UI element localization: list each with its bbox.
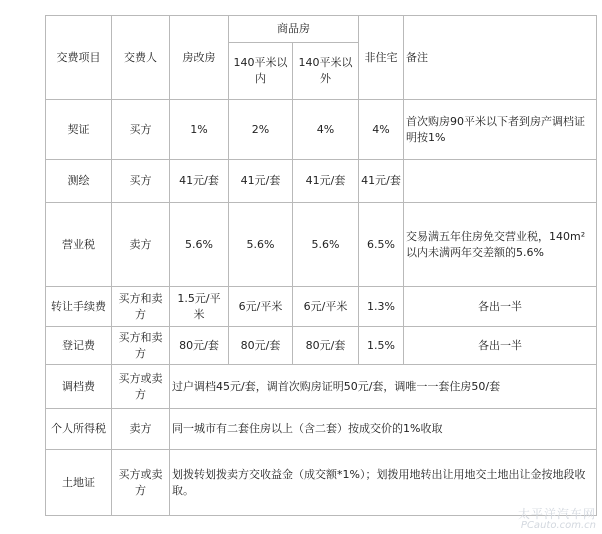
row-item: 登记费 (46, 327, 112, 365)
row-remark (404, 160, 597, 203)
row-over140: 4% (293, 100, 359, 160)
row-under140: 6元/平米 (229, 287, 293, 327)
table-row (46, 203, 597, 287)
row-non-res: 1.3% (359, 287, 404, 327)
table-row (46, 100, 597, 160)
row-payer: 买方或卖方 (112, 365, 170, 409)
row-under140: 80元/套 (229, 327, 293, 365)
row-reform: 1.5元/平米 (170, 287, 229, 327)
watermark-en: PCauto.com.cn (520, 520, 596, 531)
table-row (46, 287, 597, 327)
row-remark: 各出一半 (404, 327, 597, 365)
row-remark: 交易满五年住房免交营业税，140m²以内未满两年交差额的5.6% (404, 203, 597, 287)
header-item: 交费项目 (46, 16, 112, 100)
row-under140: 5.6% (229, 203, 293, 287)
row-payer: 买方 (112, 160, 170, 203)
row-item: 个人所得税 (46, 409, 112, 450)
row-item: 调档费 (46, 365, 112, 409)
header-row (46, 16, 597, 43)
table-row (46, 327, 597, 365)
table-row (46, 365, 597, 409)
row-non-res: 41元/套 (359, 160, 404, 203)
watermark-cn: 太平洋汽车网 (517, 507, 596, 521)
row-payer: 买方或卖方 (112, 450, 170, 516)
row-non-res: 1.5% (359, 327, 404, 365)
row-remark: 各出一半 (404, 287, 597, 327)
fee-table (45, 15, 597, 516)
row-over140: 6元/平米 (293, 287, 359, 327)
table-row (46, 409, 597, 450)
row-item: 契证 (46, 100, 112, 160)
row-reform: 1% (170, 100, 229, 160)
row-payer: 卖方 (112, 203, 170, 287)
row-payer: 买方和卖方 (112, 287, 170, 327)
row-remark: 首次购房90平米以下者到房产调档证明按1% (404, 100, 597, 160)
header-under-140: 140平米以内 (229, 43, 293, 100)
header-non-residential: 非住宅 (359, 16, 404, 100)
row-description: 过户调档45元/套，调首次购房证明50元/套，调唯一一套住房50/套 (170, 365, 597, 409)
header-remarks: 备注 (404, 16, 597, 100)
row-payer: 买方 (112, 100, 170, 160)
header-payer: 交费人 (112, 16, 170, 100)
row-item: 土地证 (46, 450, 112, 516)
row-reform: 5.6% (170, 203, 229, 287)
row-payer: 卖方 (112, 409, 170, 450)
row-over140: 5.6% (293, 203, 359, 287)
table-row (46, 160, 597, 203)
watermark (518, 508, 596, 532)
row-over140: 41元/套 (293, 160, 359, 203)
row-payer: 买方和卖方 (112, 327, 170, 365)
row-item: 转让手续费 (46, 287, 112, 327)
row-non-res: 6.5% (359, 203, 404, 287)
row-over140: 80元/套 (293, 327, 359, 365)
row-description: 划拨转划拨卖方交收益金（成交额*1%）；划拨用地转出让用地交土地出让金按地段收取。 (170, 450, 597, 516)
row-item: 测绘 (46, 160, 112, 203)
header-over-140: 140平米以外 (293, 43, 359, 100)
row-reform: 41元/套 (170, 160, 229, 203)
row-non-res: 4% (359, 100, 404, 160)
row-description: 同一城市有二套住房以上（含二套）按成交价的1%收取 (170, 409, 597, 450)
row-reform: 80元/套 (170, 327, 229, 365)
header-commercial: 商品房 (229, 16, 359, 43)
row-under140: 41元/套 (229, 160, 293, 203)
row-under140: 2% (229, 100, 293, 160)
row-item: 营业税 (46, 203, 112, 287)
table-row (46, 450, 597, 516)
header-reform-house: 房改房 (170, 16, 229, 100)
